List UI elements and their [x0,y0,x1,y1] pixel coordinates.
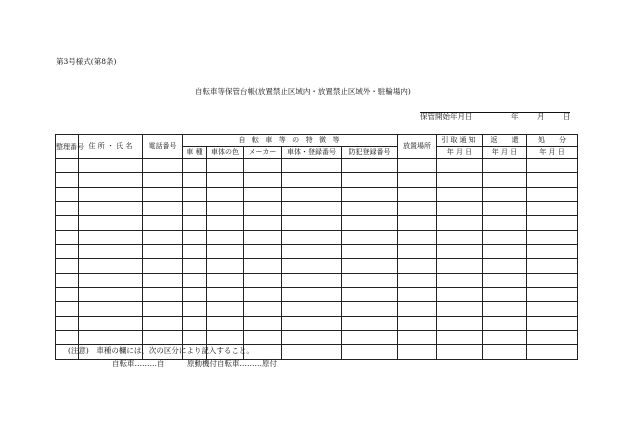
table-cell [483,245,527,259]
header-return-ymd: 年 月 日 [483,147,527,159]
table-cell [244,331,282,345]
table-cell [342,288,398,302]
table-cell [437,345,483,359]
table-cell [483,202,527,216]
table-cell [183,187,207,201]
table-cell [143,173,183,187]
table-cell [79,302,143,316]
table-cell [143,259,183,273]
table-cell [437,202,483,216]
table-cell [244,202,282,216]
document-title: 自転車等保管台帳(放置禁止区域内・放置禁止区域外・駐輪場内) [195,87,411,96]
table-cell [56,273,79,287]
table-cell [244,230,282,244]
table-cell [483,159,527,173]
table-cell [527,288,578,302]
table-cell [183,202,207,216]
table-cell [483,316,527,330]
header-color: 車体の色 [207,147,244,159]
table-cell [79,159,143,173]
table-cell [342,245,398,259]
table-cell [437,173,483,187]
table-cell [527,187,578,201]
table-cell [282,202,342,216]
header-body-reg: 車体・登録番号 [282,147,342,159]
table-cell [282,230,342,244]
table-cell [437,216,483,230]
table-cell [483,173,527,187]
table-cell [207,159,244,173]
table-cell [79,173,143,187]
header-disposal: 処 分 [527,135,578,147]
table-cell [282,288,342,302]
table-cell [143,159,183,173]
table-cell [183,316,207,330]
table-cell [527,159,578,173]
table-row [56,302,578,316]
table-cell [207,288,244,302]
table-cell [56,245,79,259]
table-cell [56,316,79,330]
table-row [56,173,578,187]
table-cell [56,259,79,273]
table-cell [183,159,207,173]
table-row [56,230,578,244]
header-type: 車 種 [183,147,207,159]
register-body [56,159,578,360]
table-cell [244,302,282,316]
table-cell [437,288,483,302]
table-cell [437,187,483,201]
table-cell [207,273,244,287]
table-cell [437,259,483,273]
table-cell [483,259,527,273]
table-cell [207,173,244,187]
table-cell [183,216,207,230]
start-date-label: 保管開始年月日 [420,112,473,121]
table-cell [342,159,398,173]
header-maker: メーカー [244,147,282,159]
table-row [56,331,578,345]
table-cell [207,230,244,244]
table-cell [398,159,437,173]
table-cell [483,187,527,201]
table-cell [398,216,437,230]
table-cell [207,202,244,216]
table-cell [143,187,183,201]
header-location: 放置場所 [398,135,437,159]
table-cell [56,173,79,187]
table-cell [56,187,79,201]
note-line-1: (注意) 車種の欄には、次の区分により記入すること。 [68,346,254,355]
table-cell [398,331,437,345]
table-cell [183,259,207,273]
table-cell [79,245,143,259]
storage-start-date-line [420,111,571,121]
table-cell [483,331,527,345]
table-cell [342,302,398,316]
header-pickup-notice: 引取通知 [437,135,483,147]
table-cell [143,331,183,345]
table-cell [282,259,342,273]
table-cell [527,245,578,259]
table-cell [79,202,143,216]
table-cell [207,216,244,230]
table-cell [342,331,398,345]
table-cell [527,345,578,359]
header-address-name: 住 所 ・ 氏 名 [79,135,143,159]
table-cell [244,273,282,287]
table-cell [183,302,207,316]
table-cell [342,230,398,244]
table-cell [244,216,282,230]
table-cell [437,230,483,244]
header-disposal-ymd: 年 月 日 [527,147,578,159]
table-cell [282,173,342,187]
start-date-year: 年 [511,112,519,121]
table-cell [244,173,282,187]
table-cell [527,202,578,216]
table-cell [143,230,183,244]
table-row [56,273,578,287]
table-cell [527,331,578,345]
table-cell [282,331,342,345]
table-cell [56,331,79,345]
table-cell [282,245,342,259]
table-cell [183,273,207,287]
start-date-month: 月 [537,112,545,121]
table-cell [398,288,437,302]
table-cell [342,216,398,230]
table-cell [483,302,527,316]
header-crime-reg: 防犯登録番号 [342,147,398,159]
table-row [56,288,578,302]
table-cell [143,302,183,316]
table-cell [56,302,79,316]
table-cell [79,331,143,345]
table-row [56,259,578,273]
table-cell [244,259,282,273]
table-cell [79,230,143,244]
table-cell [207,302,244,316]
table-cell [143,216,183,230]
table-cell [282,345,342,359]
table-cell [79,259,143,273]
table-row [56,245,578,259]
table-row [56,316,578,330]
table-cell [244,159,282,173]
table-cell [398,316,437,330]
table-cell [207,316,244,330]
table-cell [437,273,483,287]
note-line-2: 自転車………自 原動機付自転車………原付 [112,359,277,368]
table-cell [527,216,578,230]
table-cell [143,245,183,259]
table-cell [483,273,527,287]
table-cell [56,230,79,244]
table-cell [342,316,398,330]
table-cell [342,187,398,201]
table-cell [437,302,483,316]
table-cell [56,216,79,230]
table-cell [398,259,437,273]
table-cell [183,245,207,259]
table-cell [527,316,578,330]
table-cell [398,345,437,359]
table-cell [342,273,398,287]
header-return: 返 還 [483,135,527,147]
table-cell [244,316,282,330]
table-cell [527,273,578,287]
table-cell [282,216,342,230]
table-cell [79,273,143,287]
table-cell [282,316,342,330]
table-cell [183,288,207,302]
header-number: 整理番号 [56,135,79,159]
table-cell [398,187,437,201]
table-cell [437,245,483,259]
header-phone: 電話番号 [143,135,183,159]
table-cell [183,331,207,345]
table-cell [527,302,578,316]
table-cell [483,288,527,302]
table-cell [143,316,183,330]
table-cell [56,202,79,216]
table-cell [56,288,79,302]
table-cell [183,230,207,244]
table-cell [207,245,244,259]
form-number: 第3号様式(第8条) [56,57,117,66]
start-date-day: 日 [563,112,571,121]
table-cell [143,288,183,302]
table-cell [207,187,244,201]
table-cell [437,316,483,330]
table-cell [282,159,342,173]
table-cell [183,173,207,187]
table-cell [398,202,437,216]
table-cell [282,273,342,287]
table-cell [342,202,398,216]
table-cell [398,245,437,259]
storage-register-table [55,134,578,360]
table-cell [79,187,143,201]
table-cell [527,259,578,273]
table-cell [207,331,244,345]
table-cell [483,345,527,359]
table-cell [398,230,437,244]
table-cell [282,302,342,316]
table-row [56,216,578,230]
table-cell [79,288,143,302]
table-cell [527,173,578,187]
table-cell [143,273,183,287]
table-cell [342,259,398,273]
table-row [56,159,578,173]
table-cell [398,173,437,187]
table-cell [483,230,527,244]
table-cell [79,316,143,330]
table-cell [143,202,183,216]
table-cell [244,288,282,302]
table-cell [342,173,398,187]
table-cell [398,302,437,316]
header-features: 自 転 車 等 の 特 徴 等 [183,135,398,147]
table-cell [79,216,143,230]
header-pickup-ymd: 年 月 日 [437,147,483,159]
table-row [56,202,578,216]
table-cell [56,159,79,173]
table-cell [437,331,483,345]
table-cell [527,230,578,244]
table-row [56,187,578,201]
table-cell [244,187,282,201]
table-cell [207,259,244,273]
table-cell [342,345,398,359]
table-cell [398,273,437,287]
table-cell [483,216,527,230]
table-cell [437,159,483,173]
table-cell [244,245,282,259]
table-cell [282,187,342,201]
